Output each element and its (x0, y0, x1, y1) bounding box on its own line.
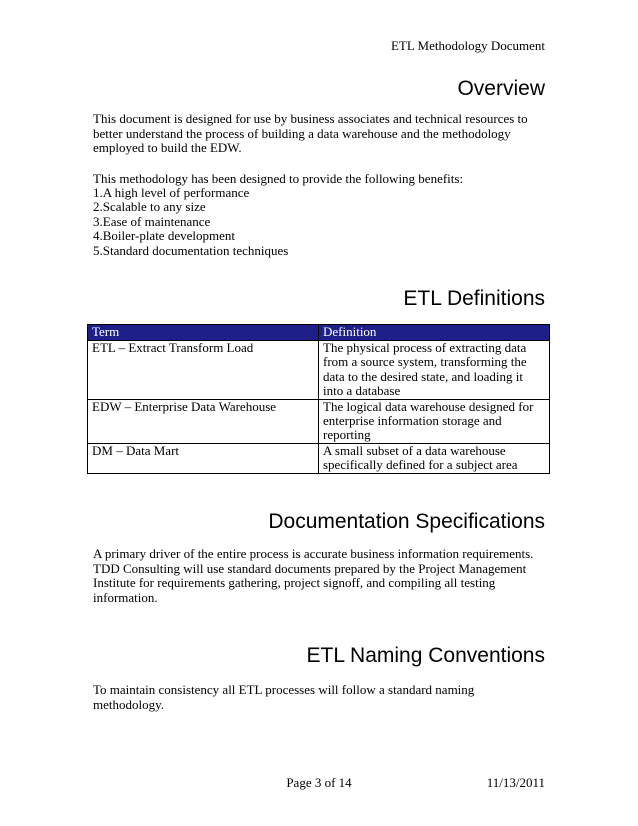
documentation-specifications-heading: Documentation Specifications (268, 510, 545, 533)
benefit-item: 1.A high level of performance (93, 185, 250, 200)
definition-cell: A small subset of a data warehouse specifically defined for a subject area (319, 443, 550, 473)
table-row (88, 399, 550, 443)
column-header-definition: Definition (319, 325, 550, 341)
benefits-lead-paragraph: This methodology has been designed to provide the following benefits: (93, 171, 464, 186)
benefit-item: 2.Scalable to any size (93, 199, 206, 215)
etl-definitions-heading: ETL Definitions (403, 287, 545, 310)
documentation-specifications-paragraph: A primary driver of the entire process is accurate business information requirements. TDD Consulting will use standard documents prepared by the Project Management Institute for requirements gathering, project signoff, and compiling all testing information. (93, 546, 534, 605)
overview-intro-paragraph: This document is designed for use by business associates and technical resources to better understand the process of building a data warehouse and the methodology employed to build the EDW. (93, 111, 528, 156)
benefit-item: 3.Ease of maintenance (93, 213, 211, 229)
term-cell: DM – Data Mart (88, 443, 319, 473)
benefit-item: 5.Standard documentation techniques (93, 242, 289, 258)
footer-date: 11/13/2011 (486, 775, 545, 790)
definition-cell: The physical process of extracting data from a source system, transforming the data to the desired state, and loading it into a database (319, 341, 550, 400)
naming-conventions-paragraph: To maintain consistency all ETL processes will follow a standard naming methodology. (93, 682, 475, 712)
naming-conventions-heading: ETL Naming Conventions (306, 644, 545, 667)
definition-cell: The logical data warehouse designed for enterprise information storage and reporting (319, 399, 550, 443)
footer-page-number: Page 3 of 14 (286, 775, 352, 790)
overview-heading: Overview (457, 77, 545, 100)
table-header-row (88, 325, 550, 341)
benefit-item: 4.Boiler-plate development (93, 228, 235, 244)
running-header-title: ETL Methodology Document (390, 38, 545, 53)
table-row (88, 443, 550, 473)
term-cell: ETL – Extract Transform Load (88, 341, 319, 400)
term-cell: EDW – Enterprise Data Warehouse (88, 399, 319, 443)
column-header-term: Term (88, 325, 319, 341)
etl-definitions-table (87, 324, 550, 474)
table-row (88, 341, 550, 400)
benefits-list (93, 186, 548, 258)
